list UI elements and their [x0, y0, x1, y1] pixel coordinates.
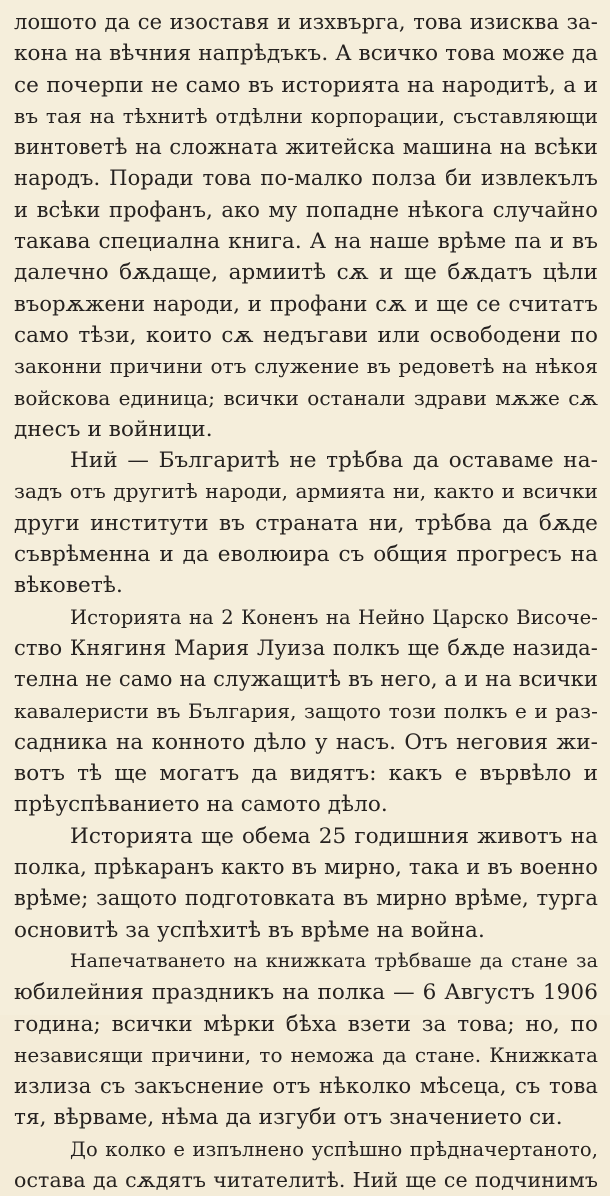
text-line: До колко е изпълнено успѣшно прѣдначертаното, [70, 1137, 598, 1161]
text-line: кавалеристи въ България, защото този полкъ е и раз- [14, 698, 598, 723]
text-line: други институти въ страната ни, трѣбва да бѫде [14, 510, 598, 536]
text-line: вѣковетѣ. [14, 573, 123, 599]
text-line: остава да сѫдятъ читателитѣ. Ний ще се подчинимъ [14, 1167, 598, 1192]
text-line: лошото да се изоставя и изхвърга, това изисква за- [14, 10, 598, 34]
text-line: врѣме; защото подготовката въ мирно врѣме, турга [14, 886, 598, 911]
text-line: основитѣ за успѣхитѣ въ врѣме на война. [14, 917, 485, 943]
text-line: съврѣменна и да еволюира съ общия прогресъ на [14, 542, 598, 568]
text-line: година; всички мѣрки бѣха взети за това; но, по [14, 1011, 598, 1037]
paragraph-2 [14, 445, 598, 601]
text-line: полка, прѣкаранъ както въ мирно, така и въ военно [14, 855, 598, 880]
paragraph-6 [14, 1134, 598, 1196]
text-line: винтоветѣ на сложната житейска машина на всѣки [14, 135, 598, 160]
text-line: такава специална книга. А на наше врѣме па и въ [14, 229, 598, 255]
text-line: далечно бѫдаще, армиитѣ сѫ и ще бѫдатъ цѣли [14, 260, 598, 286]
text-line: се почерпи не само въ историята на народитѣ, а и [14, 72, 598, 98]
paragraph-5 [14, 946, 598, 1134]
text-line: задъ отъ другитѣ народи, армията ни, както и всички [14, 479, 598, 504]
text-line: народъ. Поради това по-малко полза би извлекълъ [14, 166, 598, 191]
text-line: Историята на 2 Коненъ на Нейно Царско Височе- [70, 605, 598, 629]
text-line: тя, вѣрваме, нѣма да изгуби отъ значението си. [14, 1105, 563, 1131]
text-line: Ний — Българитѣ не трѣбва да оставаме на- [70, 448, 598, 474]
text-line: телна не само на служащитѣ въ него, а и на всички [14, 667, 598, 692]
paragraph-1 [14, 7, 598, 445]
paragraph-3 [14, 602, 598, 821]
text-line: войскова единица; всички останали здрави мѫже сѫ [14, 385, 598, 410]
text-line: днесъ и войници. [14, 416, 213, 442]
text-line: вотъ тѣ ще могатъ да видятъ: какъ е вървѣло и [14, 761, 598, 787]
text-line: кона на вѣчния напрѣдъкъ. А всичко това може да [14, 41, 598, 67]
text-line: Напечатването на книжката трѣбваше да стане за [70, 949, 598, 972]
text-line: ство Княгиня Мария Луиза полкъ ще бѫде назида- [14, 635, 598, 660]
paragraph-4 [14, 821, 598, 946]
text-line: излиза съ закъснение отъ нѣколко мѣсеца, съ това [14, 1074, 598, 1099]
text-line: прѣуспѣванието на самото дѣло. [14, 792, 388, 818]
text-line: законни причини отъ служение въ редоветѣ на нѣкоя [14, 354, 598, 379]
text-line: Историята ще обема 25 годишния животъ на [70, 823, 598, 849]
text-line: само тѣзи, които сѫ недъгави или освободени по [14, 322, 598, 348]
text-line: въорѫжени народи, и профани сѫ и ще се считатъ [14, 291, 598, 316]
text-line: садника на конното дѣло у насъ. Отъ неговия жи- [14, 729, 598, 755]
text-line: независящи причини, то неможа да стане. Книжката [14, 1042, 598, 1067]
text-line: юбилейния праздникъ на полка — 6 Августъ 1906 [14, 980, 598, 1006]
text-line: и всѣки профанъ, ако му попадне нѣкога случайно [14, 197, 598, 222]
text-line: въ тая на тѣхнитѣ отдѣлни корпорации, съставляющи [14, 103, 598, 128]
